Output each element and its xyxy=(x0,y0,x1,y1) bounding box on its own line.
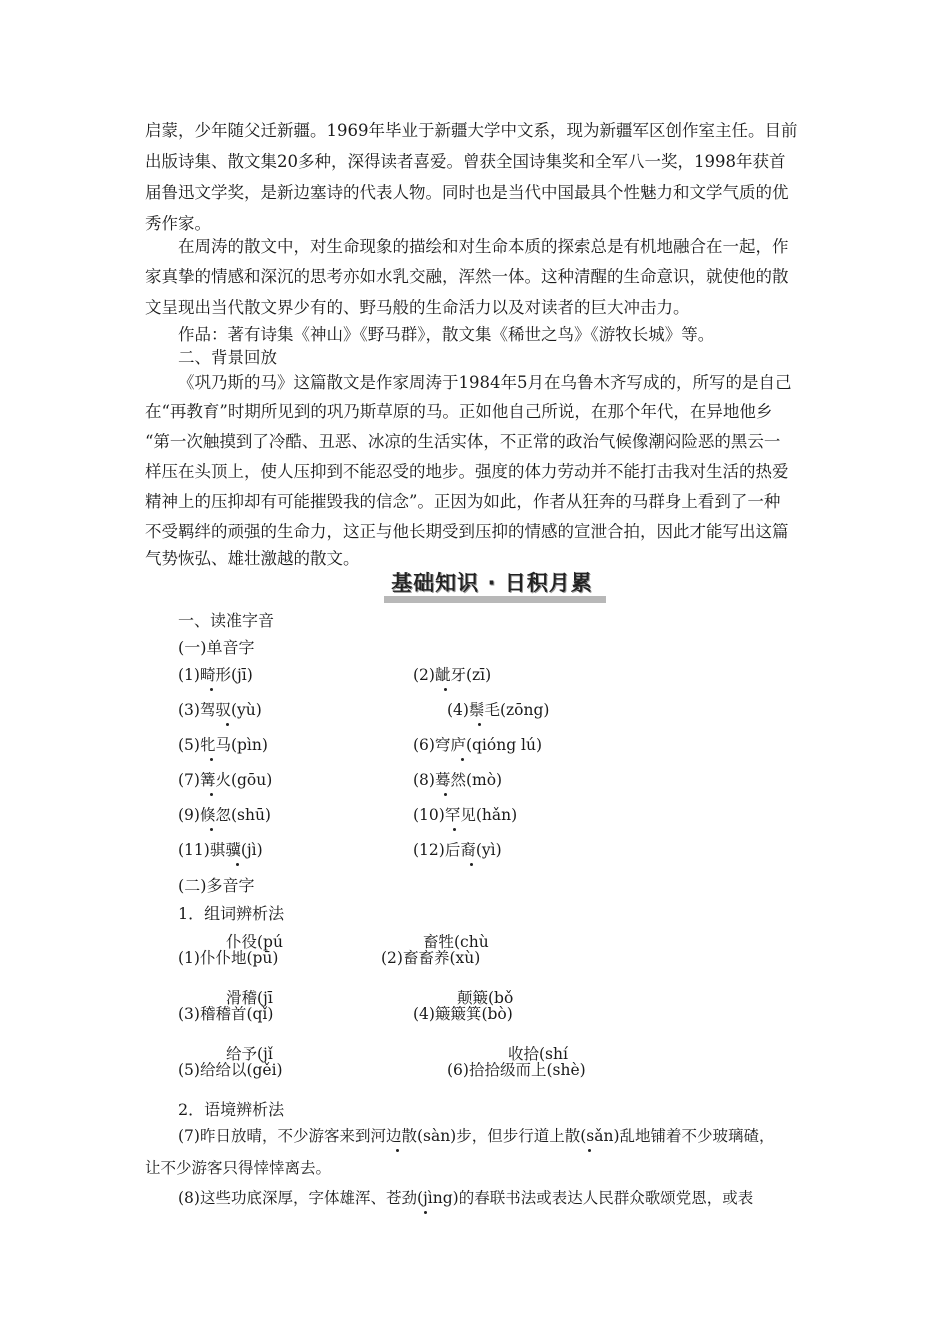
emphasis-dot xyxy=(210,758,213,761)
emphasis-dot xyxy=(461,758,464,761)
group-3-top-right: 收拾(shí xyxy=(508,1045,568,1063)
emphasis-dot xyxy=(424,1211,427,1214)
single-item-10: (10)罕见(hǎn) xyxy=(413,806,518,824)
section-banner xyxy=(378,566,606,604)
multi-sound-heading: (二)多音字 xyxy=(178,876,255,895)
background-line-6: 不受羁绊的顽强的生命力，这正与他长期受到压抑的情感的宣泄合拍，因此才能写出这篇 xyxy=(145,522,789,541)
single-item-12: (12)后裔(yì) xyxy=(413,841,502,859)
group-3-bottom-left: (5)给给以(gěi) xyxy=(178,1061,283,1079)
emphasis-dot xyxy=(588,1149,591,1152)
single-item-8: (8)蓦然(mò) xyxy=(413,771,503,789)
group-3-top-left: 给予(jǐ xyxy=(226,1045,273,1063)
emphasis-dot xyxy=(210,793,213,796)
group-1-top-right: 畜牲(chù xyxy=(423,933,489,951)
context-line-3: (8)这些功底深厚，字体雄浑、苍劲(jìng)的春联书法或表达人民群众歌颂党恩，或表 xyxy=(178,1189,754,1207)
group-1-top-left: 仆役(pú xyxy=(226,933,283,951)
emphasis-dot xyxy=(444,793,447,796)
emphasis-dot xyxy=(470,863,473,866)
banner-title: 基础知识 · 日积月累 xyxy=(391,571,593,595)
background-line-5: 精神上的压抑却有可能摧毁我的信念”。正因为如此，作者从狂奔的马群身上看到了一种 xyxy=(145,492,781,511)
works-line: 作品：著有诗集《神山》《野马群》，散文集《稀世之鸟》《游牧长城》等。 xyxy=(178,325,715,344)
emphasis-dot xyxy=(453,828,456,831)
background-heading: 二、背景回放 xyxy=(178,348,277,367)
single-item-4: (4)鬃毛(zōng) xyxy=(447,701,550,719)
style-line-3: 文呈现出当代散文界少有的、野马般的生命活力以及对读者的巨大冲击力。 xyxy=(145,298,690,317)
single-sound-heading: (一)单音字 xyxy=(178,638,255,657)
emphasis-dot xyxy=(236,863,239,866)
method-1-heading: 1．组词辨析法 xyxy=(178,904,285,923)
group-1-bottom-right: (2)畜畜养(xù) xyxy=(381,949,481,967)
group-2-bottom-left: (3)稽稽首(qǐ) xyxy=(178,1005,274,1023)
single-item-11: (11)骐骥(jì) xyxy=(178,841,263,859)
background-line-3: “第一次触摸到了冷酷、丑恶、冰凉的生活实体，不正常的政治气候像潮闷险恶的黑云一 xyxy=(145,432,781,451)
emphasis-dot xyxy=(396,1149,399,1152)
single-item-9: (9)倏忽(shū) xyxy=(178,806,271,824)
background-line-2: 在“再教育”时期所见到的巩乃斯草原的马。正如他自己所说，在那个年代，在异地他乡 xyxy=(145,402,773,421)
single-item-5: (5)牝马(pìn) xyxy=(178,736,268,754)
bio-line-2: 出版诗集、散文集20多种，深得读者喜爱。曾获全国诗集奖和全军八一奖，1998年获首 xyxy=(145,152,786,171)
emphasis-dot xyxy=(210,828,213,831)
pronunciation-heading: 一、读准字音 xyxy=(178,611,275,630)
context-line-2: 让不少游客只得悻悻离去。 xyxy=(145,1159,332,1177)
single-item-3: (3)驾驭(yù) xyxy=(178,701,262,719)
group-2-top-right: 颠簸(bǒ xyxy=(457,989,514,1007)
group-2-top-left: 滑稽(jī xyxy=(226,989,273,1007)
single-item-7: (7)篝火(gōu) xyxy=(178,771,273,789)
bio-line-3: 届鲁迅文学奖，是新边塞诗的代表人物。同时也是当代中国最具个性魅力和文学气质的优 xyxy=(145,183,789,202)
background-line-7: 气势恢弘、雄壮激越的散文。 xyxy=(145,549,360,568)
group-2-bottom-right: (4)簸簸箕(bò) xyxy=(413,1005,513,1023)
single-item-2: (2)龇牙(zī) xyxy=(413,666,492,684)
bio-line-4: 秀作家。 xyxy=(145,214,211,233)
group-3-bottom-right: (6)拾拾级而上(shè) xyxy=(447,1061,586,1079)
emphasis-dot xyxy=(226,723,229,726)
single-item-1: (1)畸形(jī) xyxy=(178,666,253,684)
emphasis-dot xyxy=(444,688,447,691)
emphasis-dot xyxy=(210,688,213,691)
style-line-2: 家真挚的情感和深沉的思考亦如水乳交融，浑然一体。这种清醒的生命意识，就使他的散 xyxy=(145,267,789,286)
context-line-1: (7)昨日放晴，不少游客来到河边散(sàn)步，但步行道上散(sǎn)乱地铺着不少玻璃碴， xyxy=(178,1127,775,1145)
style-line-1: 在周涛的散文中，对生命现象的描绘和对生命本质的探索总是有机地融合在一起，作 xyxy=(178,237,789,256)
group-1-bottom-left: (1)仆仆地(pū) xyxy=(178,949,279,967)
bio-line-1: 启蒙，少年随父迁新疆。1969年毕业于新疆大学中文系，现为新疆军区创作室主任。目前 xyxy=(145,121,798,140)
background-line-4: 样压在头顶上，使人压抑到不能忍受的地步。强度的体力劳动并不能打击我对生活的热爱 xyxy=(145,462,789,481)
single-item-6: (6)穹庐(qióng lú) xyxy=(413,736,543,754)
emphasis-dot xyxy=(478,723,481,726)
method-2-heading: 2．语境辨析法 xyxy=(178,1100,285,1119)
background-line-1: 《巩乃斯的马》这篇散文是作家周涛于1984年5月在乌鲁木齐写成的，所写的是自己 xyxy=(178,373,792,392)
